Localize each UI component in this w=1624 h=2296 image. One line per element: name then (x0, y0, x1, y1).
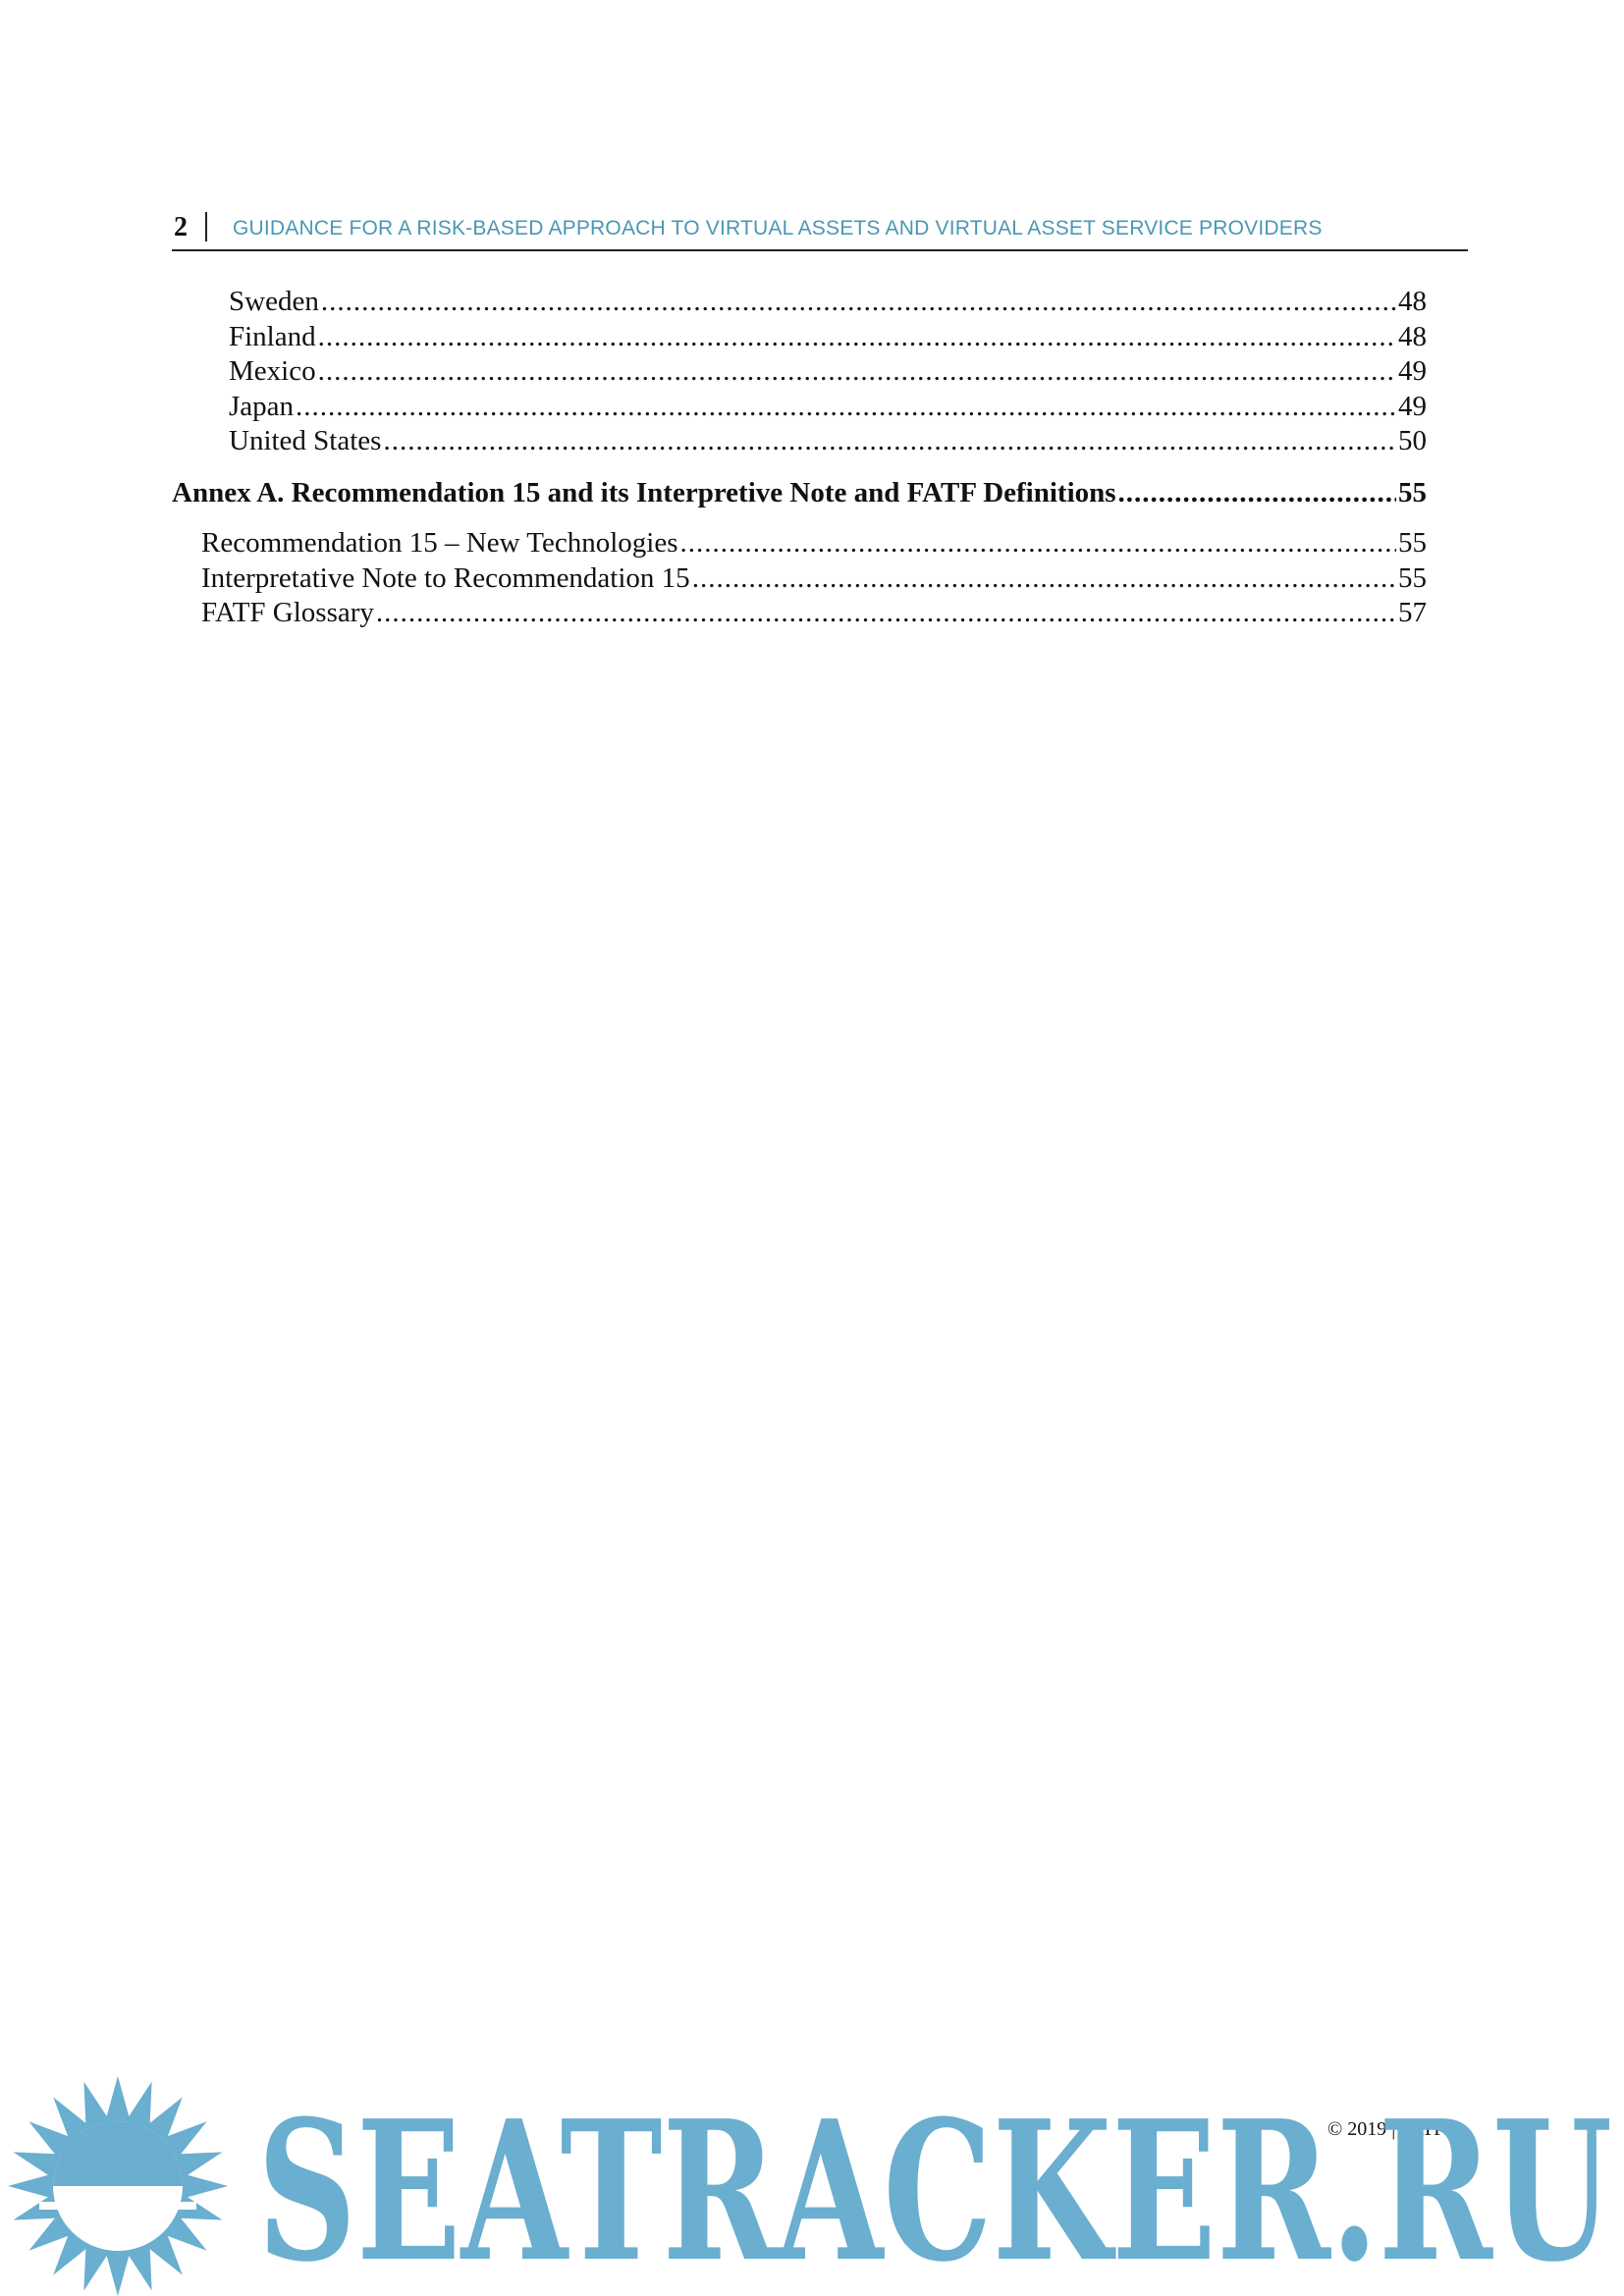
watermark (0, 2076, 1624, 2296)
dot-leader (318, 320, 1396, 355)
toc-entry-label: Japan (229, 390, 295, 422)
header-divider (205, 212, 207, 241)
toc-entry-united-states[interactable] (172, 424, 1427, 459)
watermark-text: SEATRACKER.RU (257, 2079, 1612, 2296)
toc-entry-page: 57 (1398, 597, 1427, 628)
toc-entry-annex-a[interactable] (172, 476, 1427, 511)
toc-entry-page: 49 (1398, 355, 1427, 387)
copyright-notice: © 2019 | FATF (1327, 2118, 1445, 2140)
dot-leader (383, 424, 1396, 459)
toc-entry-page: 49 (1398, 390, 1427, 422)
table-of-contents (172, 285, 1427, 631)
toc-entry-mexico[interactable] (172, 354, 1427, 390)
toc-entry-recommendation-15[interactable] (172, 526, 1427, 561)
toc-entry-page: 55 (1398, 476, 1427, 508)
toc-entry-label: Recommendation 15 – New Technologies (201, 527, 678, 559)
toc-entry-label: Mexico (229, 355, 316, 387)
dot-leader (318, 354, 1396, 390)
toc-entry-label: Finland (229, 320, 316, 352)
toc-entry-page: 48 (1398, 286, 1427, 317)
toc-entry-label: Annex A. Recommendation 15 and its Interpretive Note and FATF Definitions (172, 476, 1116, 508)
sun-logo-icon (8, 2076, 228, 2296)
toc-entry-fatf-glossary[interactable] (172, 596, 1427, 631)
running-header (172, 208, 1468, 251)
toc-entry-label: United States (229, 425, 382, 456)
toc-entry-finland[interactable] (172, 320, 1427, 355)
toc-entry-page: 55 (1398, 527, 1427, 559)
toc-entry-japan[interactable] (172, 390, 1427, 425)
running-title: GUIDANCE FOR A RISK-BASED APPROACH TO VIRTUAL ASSETS AND VIRTUAL ASSET SERVICE PROVIDERS (233, 217, 1323, 240)
dot-leader (296, 390, 1396, 425)
dot-leader (376, 596, 1396, 631)
toc-entry-label: Interpretative Note to Recommendation 15 (201, 561, 690, 594)
dot-leader (1118, 476, 1396, 511)
dot-leader (680, 526, 1397, 561)
toc-entry-page: 48 (1398, 320, 1427, 352)
toc-entry-page: 50 (1398, 425, 1427, 456)
toc-entry-interpretative-note[interactable] (172, 561, 1427, 597)
toc-entry-label: FATF Glossary (201, 597, 374, 628)
toc-entry-page: 55 (1398, 561, 1427, 594)
dot-leader (692, 561, 1396, 597)
toc-entry-sweden[interactable] (172, 285, 1427, 320)
page-number: 2 (174, 212, 188, 242)
dot-leader (321, 285, 1396, 320)
toc-entry-label: Sweden (229, 286, 319, 317)
